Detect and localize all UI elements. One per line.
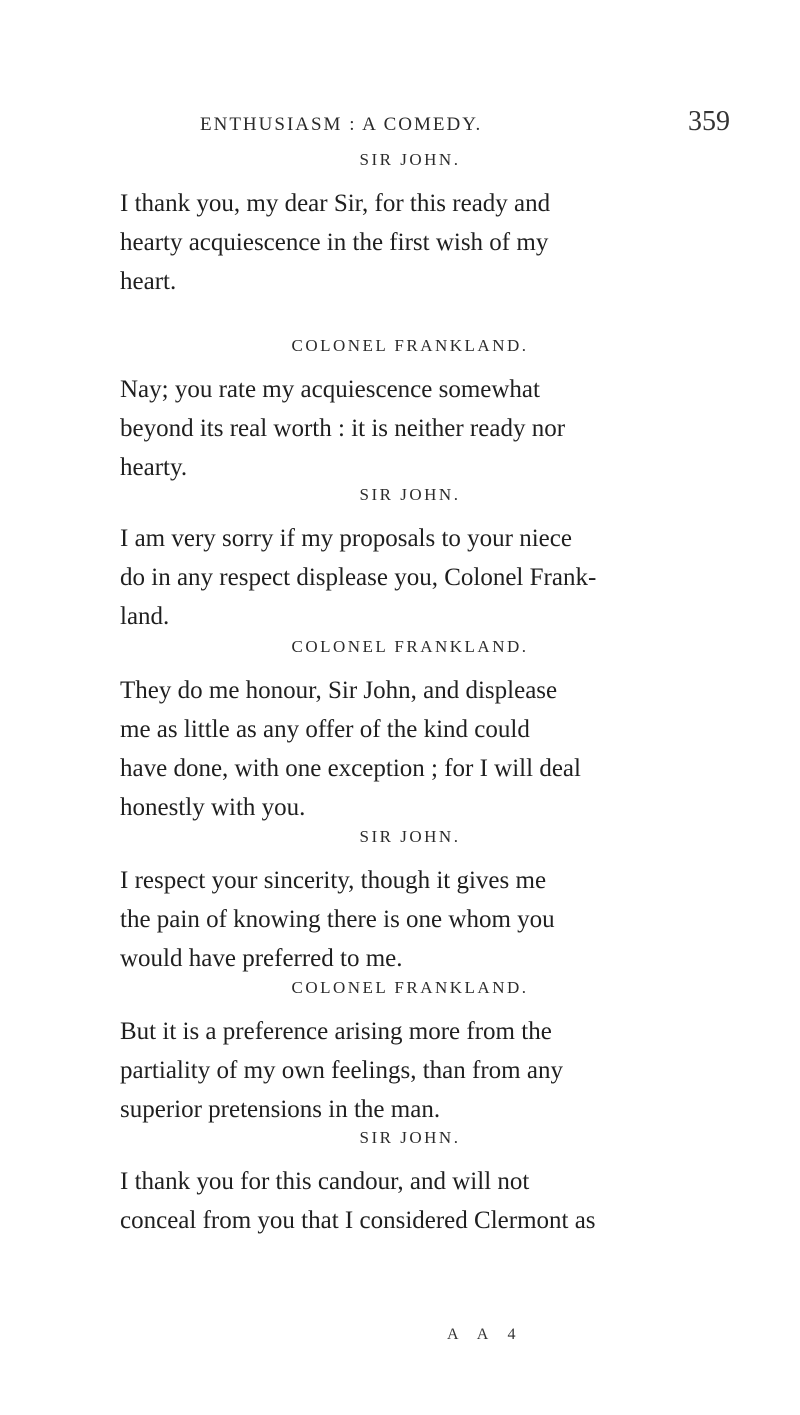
speech-line: conceal from you that I considered Clermont as	[120, 1207, 596, 1234]
speaker-name: SIR JOHN.	[359, 150, 461, 169]
speech-block	[120, 827, 700, 978]
speaker-name: COLONEL FRANKLAND.	[291, 637, 529, 656]
signature-mark: A A 4	[447, 1326, 524, 1343]
speech-line: honestly with you.	[120, 794, 306, 821]
speech-line: superior pretensions in the man.	[120, 1096, 441, 1123]
speech-line: do in any respect displease you, Colonel Frank-	[120, 564, 597, 591]
speech-line: me as little as any offer of the kind could	[120, 716, 530, 743]
speech-line: the pain of knowing there is one whom you	[120, 906, 555, 933]
speaker-name: SIR JOHN.	[359, 485, 461, 504]
speech-block	[120, 150, 700, 301]
speaker-name: COLONEL FRANKLAND.	[291, 336, 529, 355]
speech-line: They do me honour, Sir John, and displease	[120, 677, 558, 704]
speech-line: have done, with one exception ; for I will deal	[120, 755, 581, 782]
speaker-name: SIR JOHN.	[359, 827, 461, 846]
speech-line: But it is a preference arising more from the	[120, 1018, 552, 1045]
speech-line: I thank you, my dear Sir, for this ready and	[120, 190, 551, 217]
speech-line: I am very sorry if my proposals to your niece	[120, 525, 572, 552]
speaker-name: SIR JOHN.	[359, 1128, 461, 1147]
running-head	[0, 104, 800, 144]
speech-line: I respect your sincerity, though it gives me	[120, 867, 547, 894]
speech-line: Nay; you rate my acquiescence somewhat	[120, 376, 540, 403]
speech-line: hearty acquiescence in the first wish of my	[120, 229, 549, 256]
speaker-name: COLONEL FRANKLAND.	[291, 978, 529, 997]
speech-block	[120, 485, 700, 636]
speech-block	[120, 1128, 700, 1240]
speech-block	[120, 637, 700, 827]
speech-line: partiality of my own feelings, than from any	[120, 1057, 563, 1084]
speech-block	[120, 336, 700, 487]
speech-line: land.	[120, 603, 170, 630]
speech-line: I thank you for this candour, and will not	[120, 1168, 530, 1195]
page-number: 359	[688, 106, 730, 137]
speech-block	[120, 978, 700, 1129]
speech-line: heart.	[120, 268, 177, 295]
speech-line: beyond its real worth : it is neither ready nor	[120, 415, 566, 442]
speech-line: hearty.	[120, 454, 188, 481]
running-title: ENTHUSIASM : A COMEDY.	[200, 114, 483, 135]
speech-line: would have preferred to me.	[120, 945, 403, 972]
